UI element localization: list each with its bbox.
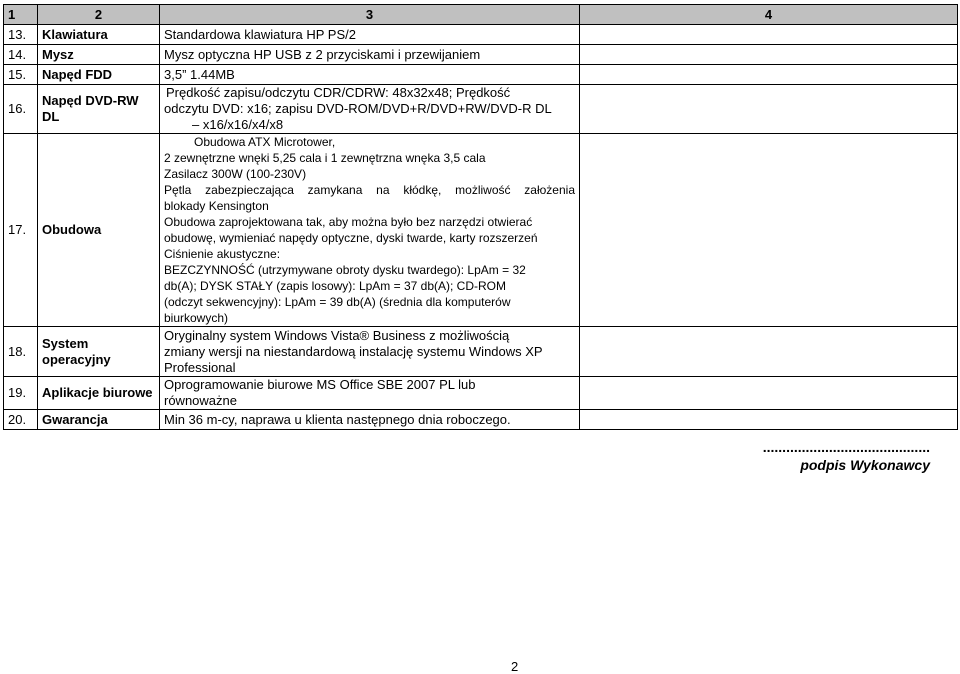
page-number: 2 xyxy=(511,659,519,674)
offer-cell xyxy=(580,85,958,134)
signature-block xyxy=(763,438,930,474)
row-number: 17. xyxy=(4,134,38,327)
table-row xyxy=(4,85,958,134)
component-name: Mysz xyxy=(38,45,160,65)
offer-cell xyxy=(580,45,958,65)
component-name: Napęd DVD-RW DL xyxy=(38,85,160,134)
table-row xyxy=(4,410,958,430)
component-description xyxy=(160,85,580,134)
component-description xyxy=(160,134,580,327)
description-line: równoważne xyxy=(164,393,237,408)
row-number: 15. xyxy=(4,65,38,85)
component-description xyxy=(160,65,580,85)
description-line: – x16/x16/x4/x8 xyxy=(192,117,284,132)
component-name: Napęd FDD xyxy=(38,65,160,85)
description-line: Professional xyxy=(164,359,236,375)
offer-cell xyxy=(580,25,958,45)
description-line: db(A); DYSK STAŁY (zapis losowy): LpAm = 37 db(A); CD-ROM xyxy=(164,279,506,293)
description-line: Zasilacz 300W (100-230V) xyxy=(164,167,307,181)
component-name: Klawiatura xyxy=(38,25,160,45)
component-description xyxy=(160,377,580,410)
signature-label: podpis Wykonawcy xyxy=(800,457,930,473)
description-line: Ciśnienie akustyczne: xyxy=(164,247,281,261)
table-row xyxy=(4,134,958,327)
table-row xyxy=(4,25,958,45)
row-number: 16. xyxy=(4,85,38,134)
row-number: 20. xyxy=(4,410,38,430)
table-row xyxy=(4,65,958,85)
header-col-2: 2 xyxy=(38,5,160,25)
description-line: Obudowa ATX Microtower, xyxy=(194,135,336,149)
component-description xyxy=(160,327,580,377)
table-row xyxy=(4,45,958,65)
description-line: (odczyt sekwencyjny): LpAm = 39 db(A) (średnia dla komputerów xyxy=(164,295,511,309)
description-line: biurkowych) xyxy=(164,311,229,325)
offer-cell xyxy=(580,327,958,377)
component-description xyxy=(160,45,580,65)
component-name: System operacyjny xyxy=(38,327,160,377)
component-description xyxy=(160,410,580,430)
description-line: Mysz optyczna HP USB z 2 przyciskami i przewijaniem xyxy=(164,46,481,62)
component-name: Aplikacje biurowe xyxy=(38,377,160,410)
offer-cell xyxy=(580,134,958,327)
offer-cell xyxy=(580,65,958,85)
row-number: 14. xyxy=(4,45,38,65)
specification-table xyxy=(3,4,958,430)
component-name: Gwarancja xyxy=(38,410,160,430)
description-line: blokady Kensington xyxy=(164,199,269,213)
description-line: zmiany wersji na niestandardową instalację systemu Windows XP xyxy=(164,343,543,359)
row-number: 19. xyxy=(4,377,38,410)
description-line: BEZCZYNNOŚĆ (utrzymywane obroty dysku twardego): LpAm = 32 xyxy=(164,263,526,277)
description-line: Pętla zabezpieczająca zamykana na kłódkę, możliwość założenia xyxy=(164,183,575,197)
component-description xyxy=(160,25,580,45)
header-col-1: 1 xyxy=(4,5,38,25)
table-header-row xyxy=(4,5,958,25)
description-line: Obudowa zaprojektowana tak, aby można było bez narzędzi otwierać xyxy=(164,215,533,229)
offer-cell xyxy=(580,410,958,430)
description-line: Prędkość zapisu/odczytu CDR/CDRW: 48x32x48; Prędkość xyxy=(166,85,511,100)
signature-dots: ........................................... xyxy=(762,439,930,455)
description-line: Min 36 m-cy, naprawa u klienta następnego dnia roboczego. xyxy=(164,411,511,427)
description-line: odczytu DVD: x16; zapisu DVD-ROM/DVD+R/DVD+RW/DVD-R DL xyxy=(164,101,552,116)
component-name: Obudowa xyxy=(38,134,160,327)
row-number: 18. xyxy=(4,327,38,377)
description-line: 2 zewnętrzne wnęki 5,25 cala i 1 zewnętrzna wnęka 3,5 cala xyxy=(164,151,486,165)
header-col-3: 3 xyxy=(160,5,580,25)
description-line: 3,5” 1.44MB xyxy=(164,66,235,82)
table-row xyxy=(4,327,958,377)
description-line: Oprogramowanie biurowe MS Office SBE 2007 PL lub xyxy=(164,377,476,392)
description-line: Standardowa klawiatura HP PS/2 xyxy=(164,26,356,42)
table-row xyxy=(4,377,958,410)
header-col-4: 4 xyxy=(580,5,958,25)
description-line: Oryginalny system Windows Vista® Business z możliwością xyxy=(164,327,510,343)
row-number: 13. xyxy=(4,25,38,45)
offer-cell xyxy=(580,377,958,410)
description-line: obudowę, wymieniać napędy optyczne, dyski twarde, karty rozszerzeń xyxy=(164,231,538,245)
